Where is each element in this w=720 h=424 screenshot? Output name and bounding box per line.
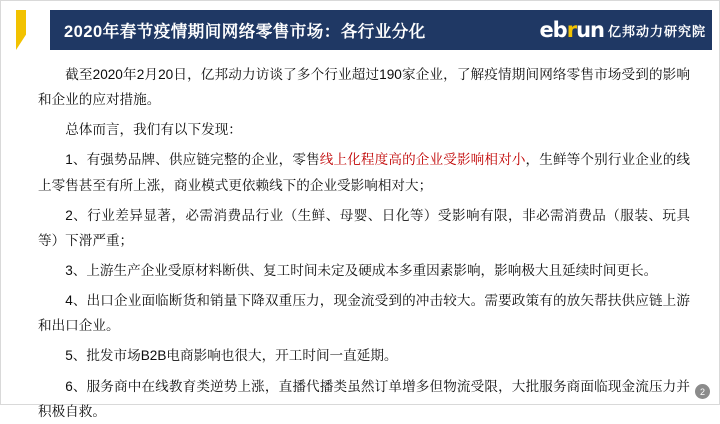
highlighted-text: 线上化程度高的企业受影响相对小 (319, 152, 526, 168)
body-text: 1、有强势品牌、供应链完整的企业，零售 (65, 152, 320, 168)
body-text: ，生鲜等个别行业企业的线上零售甚至有所上涨，商业模式更依赖线下的企业受影响相对大； (38, 152, 691, 193)
body-paragraph (38, 62, 690, 112)
slide-header (8, 8, 712, 52)
page-title: 2020年春节疫情期间网络零售市场：各行业分化 (64, 23, 426, 41)
body-paragraph (38, 147, 690, 197)
brand-name-cn: 亿邦动力研究院 (607, 23, 706, 39)
body-paragraph (38, 374, 690, 424)
body-paragraph (38, 288, 690, 338)
body-paragraph (38, 203, 690, 253)
body-text: 5、批发市场B2B电商影响也很大，开工时间一直延期。 (65, 348, 398, 364)
slide-body (38, 62, 691, 419)
body-paragraph (38, 117, 690, 142)
body-text: 总体而言，我们有以下发现： (65, 122, 242, 138)
brand-lockup (539, 14, 706, 46)
body-text: 2、行业差异显著，必需消费品行业（生鲜、母婴、日化等）受影响有限，非必需消费品（服装、玩具等）下滑严重； (38, 207, 690, 248)
body-paragraph (38, 258, 690, 283)
page-number-badge: 2 (695, 384, 710, 399)
brand-logo: ebrun (539, 18, 604, 42)
body-paragraph (38, 343, 690, 368)
body-text: 3、上游生产企业受原材料断供、复工时间未定及硬成本多重因素影响，影响极大且延续时间更长。 (65, 262, 658, 278)
header-accent-shape (16, 10, 50, 50)
body-text: 4、出口企业面临断货和销量下降双重压力，现金流受到的冲击较大。需要政策有的放矢帮扶供应链上游和出口企业。 (38, 293, 690, 334)
body-text: 截至2020年2月20日，亿邦动力访谈了多个行业超过190家企业，了解疫情期间网络零售市场受到的影响和企业的应对措施。 (38, 67, 690, 108)
body-text: 6、服务商中在线教育类逆势上涨，直播代播类虽然订单增多但物流受限，大批服务商面临现金流压力并积极自救。 (38, 378, 690, 419)
